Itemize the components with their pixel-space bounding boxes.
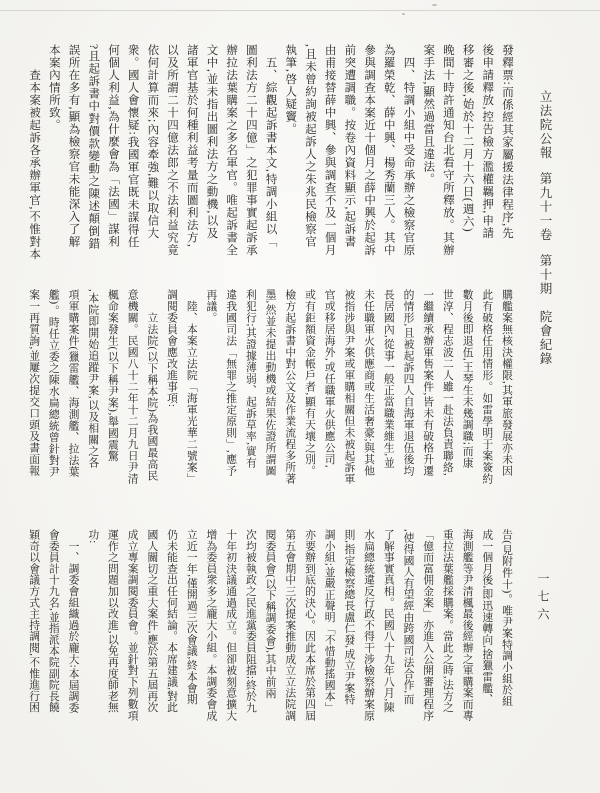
text-column: 艦)。時任立委之陳水扁總統曾針對尹 [47,289,60,478]
text-column: 此有破格任用情形。如雷學明于案簽約 [481,289,494,485]
text-column: 五、綜觀起訴書本文,特調小組以「 [264,44,277,248]
text-column: 項軍購案件(獵雷艦、海測艦、拉法葉 [67,289,80,478]
text-column: 立法院(以下稱本院)為我國最高民 [146,289,159,482]
section-label: 院會紀錄 [538,310,552,366]
text-column: 檢方起訴書中對公文及作業流程多所著 [284,289,297,485]
text-column: 由甫接替薛中興、參與調查不及一個月 [323,44,336,257]
text-column: 水扁總統違反行政不得干涉檢察辦案原 [363,529,376,722]
text-column: ,本院即開始追蹤尹案,以及相關之各 [87,289,100,469]
text-column: 官或移居海外,或任職軍火供應公司, [323,289,336,469]
text-column: 衆。國人會懷疑:我國軍官既未謀得任 [126,44,139,249]
text-column: 告(見附件十)。唯尹案特調小組於組 [501,529,513,707]
text-column: 案一再質詢,並屢次提交口頭及書面報 [28,289,41,477]
text-column: 海測艦等尹清楓最後經辦之軍購案而專 [461,529,474,722]
text-column: 為羅榮乾、薛中興、楊秀蘭三人。其中 [382,44,395,257]
text-column: 何個人利益,為什麼會為「法國」謀利 [106,44,119,248]
text-column: 或有鉅額資金帳戶者,顯有天壤之別。 [303,289,316,477]
text-column: 違我國司法「無罪之推定原則」,應予 [225,289,238,477]
text-column: 依何計算而來;內容牽強,難以取信大 [146,44,159,240]
text-column: 增為委員衆多之龐大小組。本調委會成 [205,529,218,722]
text-column: 參與調查本案近十個月之薛中興於起訴 [363,44,376,257]
text-column: 的情形,且被起訴四人自海軍退伍後均 [402,289,415,477]
text-column: 則,指定檢察總長盧仁發,成立尹案特 [343,529,356,705]
text-column: 案手法,顯然過當且違法。 [422,44,435,186]
text-column: ,且未曾約詢被起訴人之朱兆民檢察官 [303,44,316,248]
issue-label: 第十期 [538,254,552,296]
text-column: 一繼續承辦軍售案件,皆未有破格升遷 [422,289,435,477]
text-band-bottom [20,529,516,720]
publication-title: 立法院公報 [538,90,552,160]
text-column: 十年初決議通過成立。但卻被刻意擴大 [225,529,238,722]
text-column: 再議。 [205,289,218,324]
text-column: 立近一年,僅開過三次會議,終本會期 [185,529,198,705]
text-column: 調小組;並嚴正聲明「不惜動搖國本」 [323,529,336,714]
text-column: 執筆,啓人疑竇。 [284,44,297,136]
scan-speck [402,13,405,15]
text-column: 利犯行;其證據薄弱、起訴草率,實有 [244,289,257,469]
text-column: 楓命案發生(以下稱尹案),舉國震驚 [106,289,119,462]
page-number: 一七六 [536,572,550,626]
text-column: 穎奇以會議方式主持調閱,不惟進行困 [28,529,41,713]
text-column: 誤所在多有,顯為檢察官未能深入了解 [67,44,80,248]
text-column: 四、特調小組中受命承辦之檢察官原 [402,44,415,257]
text-column: 閱委員會(以下稱調委會),其中前兩 [264,529,277,699]
text-column: 數月後即退伍,王琴生未幾調職;而康 [461,289,474,469]
text-column: 文中,並未指出圖利法方之動機,以及 [205,44,218,240]
text-column: 功: [87,529,100,544]
text-column: 了解事實真相。民國八十九年八月,陳 [382,529,395,713]
text-column: 次均被執政之民進黨委員阻擋;終於九 [244,529,257,714]
text-column: 重拉法葉艦採購案。當此之時,法方之 [441,529,454,713]
text-column: ,使得國人有望經由跨國司法合作,而 [402,529,415,705]
text-column: 諸軍官基於何種利益考量而圖利法方, [185,44,198,248]
text-column: 未任職軍火供應商或生活奢豪;與其他 [363,289,376,477]
text-column: 購艦案無核決權限,其軍旅發展亦未因 [501,289,513,477]
scan-speck [432,4,437,6]
text-column: 第五會期中三次提案推動成立立法院調 [284,529,297,722]
text-column: 亦要辦到底的決心。因此本席於第四屆 [303,529,316,722]
text-column: 仍未能查出任何結論。本席建議,對此 [166,529,179,713]
text-column: 「億而富佣金案」亦進入公開審理程序 [422,529,435,722]
text-column: 圖利法方二十四億」之犯罪事實起訴承 [244,44,257,257]
text-column: 發釋票:而係經其家屬援法律程序,先 [501,44,513,240]
text-column: 調閱委員會應改進事項: [166,289,179,408]
text-column: 一、調委會組織過於龐大:本屆調委 [67,529,80,714]
text-column: 辦拉法葉購案之多名軍官。唯起訴書全 [225,44,238,257]
text-column: 以及所謂二十四億法郎之不法利益究竟 [166,44,179,257]
text-column: 成立專案調閱委員會。並針對下列數項 [126,529,139,722]
text-band-middle [20,289,516,485]
text-column: 晚間十時許通知台北看守所釋放。其辦 [441,44,454,257]
text-column: 運作之問題加以改進,以免再度師老無 [106,529,119,713]
text-column: 會委員計十九名,並指派本院副院長饒 [47,529,60,713]
text-band-top [20,44,516,261]
text-column: 世淳、程志波二人雖一赴法負責聯絡, [441,289,454,477]
text-column: 後申請釋放,控告檢方濫權羈押,申請 [481,44,494,240]
text-column: 被指涉與尹案或軍購相關但未被起訴軍 [343,289,356,485]
text-column: 長居國內,從事一般正當職業維生,並 [382,289,395,469]
text-column: 前突遭調職。按卷內資料顯示,起訴書 [343,44,356,248]
text-column: 墨,然並未提出動機或結果佐證所謂圖 [264,289,277,477]
text-column: 查本案被起訴各承辦軍官,不惟對本 [28,44,41,261]
text-column: ?且起訴書中對價款變動之陳述顛倒錯 [87,44,100,251]
volume-label: 第九十一卷 [538,172,552,242]
text-column: 陸、本案立法院「海軍光華二號案」 [185,289,198,485]
text-column: 本案內情所致。 [47,44,60,132]
scan-edge-line [0,10,600,11]
text-column: 成一個月後,即迅速轉向,捨獵雷艦、 [481,529,494,705]
text-column: 移審之後,始於十二月十六日(週六) [461,44,474,233]
text-column: 意機關。民國八十二年十二月九日尹清 [126,289,139,485]
running-head [530,90,554,366]
text-column: 國人關切之重大案件,應於第五屆再次 [146,529,159,713]
